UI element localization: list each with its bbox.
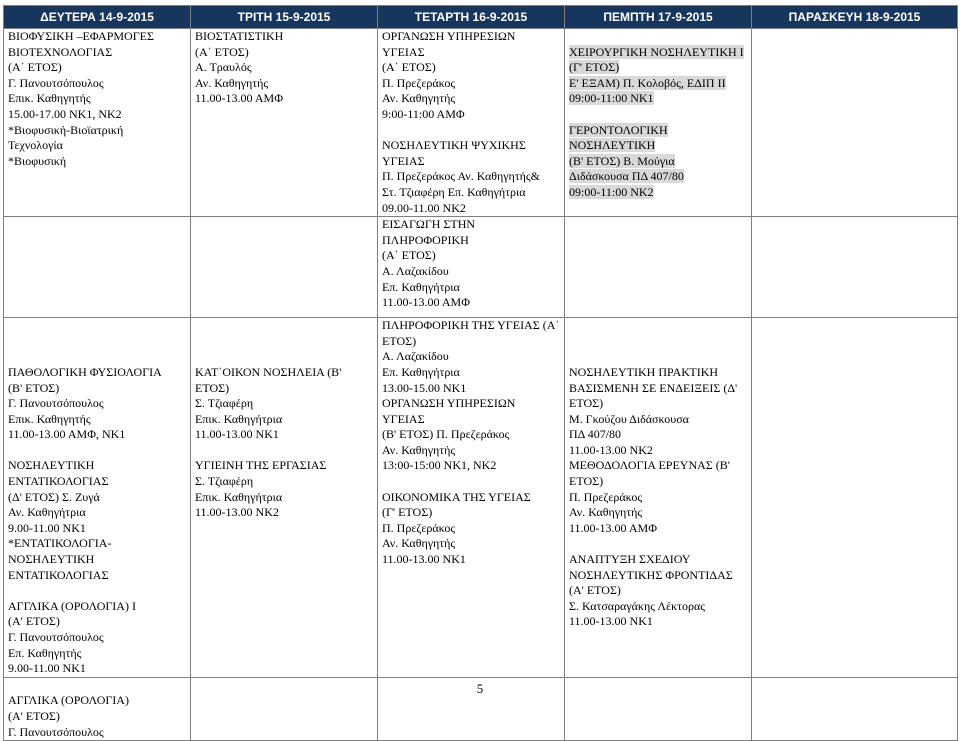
course-line: 11.00-13.00 ΑΜΦ [195,91,283,106]
course-line [569,76,747,92]
schedule-cell-thursday [565,217,752,318]
highlighted-text: 09:00-11:00 ΝΚ1 [569,91,654,106]
course-line: ΕΙΣΑΓΩΓΗ ΣΤΗΝ [382,217,476,232]
schedule-cell-friday [752,217,958,318]
course-line: Γ. Πανουτσόπουλος [8,724,104,739]
course-line: ΑΓΓΛΙΚΑ (ΟΡΟΛΟΓΙΑ) [8,693,129,708]
course-line: Αν. Καθηγητής [382,442,456,457]
course-line: Γ. Πανουτσόπουλος [8,75,104,90]
course-line: ΒΙΟΤΕΧΝΟΛΟΓΙΑΣ [8,44,113,59]
schedule-cell-wednesday [378,318,565,678]
day-header-wednesday: ΤΕΤΑΡΤΗ 16-9-2015 [378,6,565,29]
course-line: Αν. Καθηγητής [569,505,643,520]
course-line [569,123,747,154]
course-line: 11.00-13.00 ΝΚ1 [195,427,279,442]
schedule-cell-thursday [565,318,752,678]
schedule-cell-monday [4,318,191,678]
day-header-monday: ΔΕΥΤΕΡΑ 14-9-2015 [4,6,191,29]
schedule-cell-tuesday [191,318,378,678]
course-line [8,349,186,365]
course-line: Αν. Καθηγητής [382,91,456,106]
course-line: ΠΔ 407/80 [569,427,622,442]
course-line [195,443,373,459]
course-line [569,349,747,365]
course-line: ΕΝΤΑΤΙΚΟΛΟΓΙΑΣ [8,474,109,489]
course-line: ΝΟΣΗΛΕΥΤΙΚΗ [8,458,95,473]
course-line: (Γ' ΕΤΟΣ) [382,505,433,520]
course-line [195,334,373,350]
course-line [569,185,747,201]
day-header-tuesday: ΤΡΙΤΗ 15-9-2015 [191,6,378,29]
course-line: Αν. Καθηγήτρια [8,505,86,520]
course-line: ΠΛΗΡΟΦΟΡΙΚΗ [382,232,469,247]
course-line [195,318,373,334]
course-line [569,318,747,334]
course-line [569,107,747,123]
course-line [195,349,373,365]
schedule-cell-monday [4,217,191,318]
course-line [8,583,186,599]
course-line: Γ. Πανουτσόπουλος [8,396,104,411]
course-line: (Δ' ΕΤΟΣ) Σ. Ζυγά [8,489,100,504]
schedule-cell-thursday [565,29,752,217]
course-line: Στ. Τζιαφέρη Επ. Καθηγήτρια [382,184,526,199]
course-line [569,45,747,61]
schedule-row [4,318,958,678]
course-line: 13:00-15:00 ΝΚ1, ΝΚ2 [382,458,497,473]
course-line [382,123,560,139]
schedule-cell-monday [4,29,191,217]
course-line: 11.00-13.00 ΝΚ2 [195,505,279,520]
course-line: (Α' ΕΤΟΣ) [569,583,621,598]
course-line: ΑΝΑΠΤΥΞΗ ΣΧΕΔΙΟΥ [569,552,691,567]
schedule-row [4,29,958,217]
course-line: ΥΓΙΕΙΝΗ ΤΗΣ ΕΡΓΑΣΙΑΣ [195,458,327,473]
schedule-cell-friday [752,29,958,217]
course-line: *Βιοφυσική-Βιοϊατρική [8,122,124,137]
course-line: Επ. Καθηγήτρια [382,279,460,294]
course-line: 11.00-13.00 ΑΜΦ [569,520,657,535]
course-line: Π. Πρεζεράκος [382,520,456,535]
course-line: ΝΟΣΗΛΕΥΤΙΚΗ ΨΥΧΙΚΗΣ [382,138,526,153]
course-line: Μ. Γκούζου Διδάσκουσα [569,411,689,426]
course-line: 9.00-11.00 ΝΚ1 [8,520,86,535]
course-line [8,443,186,459]
course-line: 11.00-13.00 ΑΜΦ [382,295,470,310]
schedule-cell-tuesday [191,217,378,318]
highlighted-text: ΧΕΙΡΟΥΡΓΙΚΗ ΝΟΣΗΛΕΥΤΙΚΗ Ι [569,44,744,59]
schedule-cell-wednesday [378,217,565,318]
page-number: 5 [476,681,484,696]
course-line: Επικ. Καθηγητής [8,411,91,426]
course-line: 9.00-11.00 ΝΚ1 [8,661,86,676]
course-line: *ΕΝΤΑΤΙΚΟΛΟΓΙΑ- [8,536,112,551]
course-line: ΟΡΓΑΝΩΣΗ ΥΠΗΡΕΣΙΩΝ ΥΓΕΙΑΣ [382,396,516,426]
course-line: Επ. Καθηγητής [8,645,82,660]
schedule-cell-wednesday [378,29,565,217]
course-line: Αν. Καθηγητής [195,75,269,90]
course-line [569,154,747,170]
course-line: Α. Λαζακίδου [382,263,449,278]
course-line: (Α΄ ΕΤΟΣ) [8,60,62,75]
course-line: Γ. Πανουτσόπουλος [8,630,104,644]
course-line: (Α' ΕΤΟΣ) [8,614,60,629]
course-line: Α. Λαζακίδου [382,349,449,364]
course-line [382,474,560,490]
schedule-row [4,217,958,318]
course-line: ΠΛΗΡΟΦΟΡΙΚΗ ΤΗΣ ΥΓΕΙΑΣ (Α΄ [382,318,560,333]
course-line: (Α΄ ΕΤΟΣ) [382,60,436,75]
course-line: 11.00-13.00 ΑΜΦ, ΝΚ1 [8,427,126,442]
course-line: *Βιοφυσική [8,153,67,168]
day-header-row [4,6,958,29]
course-line: ΒΑΣΙΣΜΕΝΗ ΣΕ ΕΝΔΕΙΞΕΙΣ (Δ' [569,380,738,395]
course-line: Επ. Καθηγήτρια [382,364,460,379]
course-line: Τεχνολογία [8,138,63,153]
course-line: Επικ. Καθηγήτρια [195,489,283,504]
day-header-thursday: ΠΕΜΠΤΗ 17-9-2015 [565,6,752,29]
course-line [569,60,747,76]
course-line: ΟΙΚΟΝΟΜΙΚΑ ΤΗΣ ΥΓΕΙΑΣ [382,489,531,504]
course-line [569,29,747,45]
course-line: ΕΤΟΣ) [569,396,604,411]
highlighted-text: Ε' ΕΞΑΜ) Π. Κολοβός, ΕΔΙΠ ΙΙ [569,75,726,90]
course-line: Σ. Τζιαφέρη [195,396,254,411]
course-line: Αν. Καθηγητής [382,536,456,551]
course-line: 15.00-17.00 ΝΚ1, ΝΚ2 [8,106,122,121]
highlighted-text: (Γ' ΕΤΟΣ) [569,60,620,75]
course-line [569,334,747,350]
course-line: 11.00-13.00 ΝΚ2 [569,442,653,457]
course-line: ΟΡΓΑΝΩΣΗ ΥΠΗΡΕΣΙΩΝ ΥΓΕΙΑΣ [382,29,516,59]
highlighted-text: ΓΕΡΟΝΤΟΛΟΓΙΚΗ ΝΟΣΗΛΕΥΤΙΚΗ [569,122,668,153]
course-line: ΚΑΤ΄ΟΙΚΟΝ ΝΟΣΗΛΕΙΑ (Β' ΕΤΟΣ) [195,364,342,395]
course-line: 11.00-13.00 ΝΚ1 [382,552,466,567]
course-line: (Β' ΕΤΟΣ) Π. Πρεζεράκος [382,427,510,442]
course-line: (Α' ΕΤΟΣ) [8,708,60,723]
course-line: Π. Πρεζεράκος Αν. Καθηγητής& [382,169,541,184]
day-header-friday: ΠΑΡΑΣΚΕΥΗ 18-9-2015 [752,6,958,29]
course-line: 11.00-13.00 ΝΚ1 [569,614,653,629]
course-line: ΝΟΣΗΛΕΥΤΙΚΗ [8,552,95,567]
course-line: ΝΟΣΗΛΕΥΤΙΚΗΣ ΦΡΟΝΤΙΔΑΣ [569,567,733,582]
course-line [8,318,186,334]
course-line: ΝΟΣΗΛΕΥΤΙΚΗ ΠΡΑΚΤΙΚΗ [569,364,719,379]
course-line: (Α΄ ΕΤΟΣ) [195,44,249,59]
course-line: 9:00-11:00 ΑΜΦ [382,106,465,121]
weekly-schedule-table [3,5,958,741]
course-line [569,536,747,552]
course-line [569,91,747,107]
highlighted-text: (Β' ΕΤΟΣ) Β. Μούγια [569,153,675,168]
course-line: ΕΝΤΑΤΙΚΟΛΟΓΙΑΣ [8,567,109,582]
course-line [8,334,186,350]
course-line: Π. Πρεζεράκος [569,489,643,504]
course-line: ΒΙΟΣΤΑΤΙΣΤΙΚΗ [195,29,284,43]
course-line: ΥΓΕΙΑΣ [382,153,425,168]
course-line: ΒΙΟΦΥΣΙΚΗ –ΕΦΑΡΜΟΓΕΣ [8,29,154,43]
course-line: ΑΓΓΛΙΚΑ (ΟΡΟΛΟΓΙΑ) Ι [8,598,136,613]
course-line: (Α΄ ΕΤΟΣ) [382,248,436,263]
course-line: 09.00-11.00 ΝΚ2 [382,200,466,215]
course-line: Επικ. Καθηγήτρια [195,411,283,426]
highlighted-text: Διδάσκουσα ΠΔ 407/80 [569,169,684,184]
course-line: Επικ. Καθηγητής [8,91,91,106]
course-line: ΠΑΘΟΛΟΓΙΚΗ ΦΥΣΙΟΛΟΓΙΑ [8,364,162,379]
course-line: ΜΕΘΟΔΟΛΟΓΙΑ ΕΡΕΥΝΑΣ (Β' ΕΤΟΣ) [569,458,730,489]
course-line: ΕΤΟΣ) [382,333,417,348]
course-line: 13.00-15.00 ΝΚ1 [382,380,467,395]
course-line: Α. Τραυλός [195,60,252,75]
course-line [569,169,747,185]
schedule-cell-tuesday [191,29,378,217]
course-line: Π. Πρεζεράκος [382,75,456,90]
course-line: Σ. Τζιαφέρη [195,474,254,489]
course-line: Σ. Κατσαραγάκης Λέκτορας [569,598,705,613]
highlighted-text: 09:00-11:00 ΝΚ2 [569,184,654,199]
schedule-cell-friday [752,318,958,678]
course-line: (Β' ΕΤΟΣ) [8,380,60,395]
